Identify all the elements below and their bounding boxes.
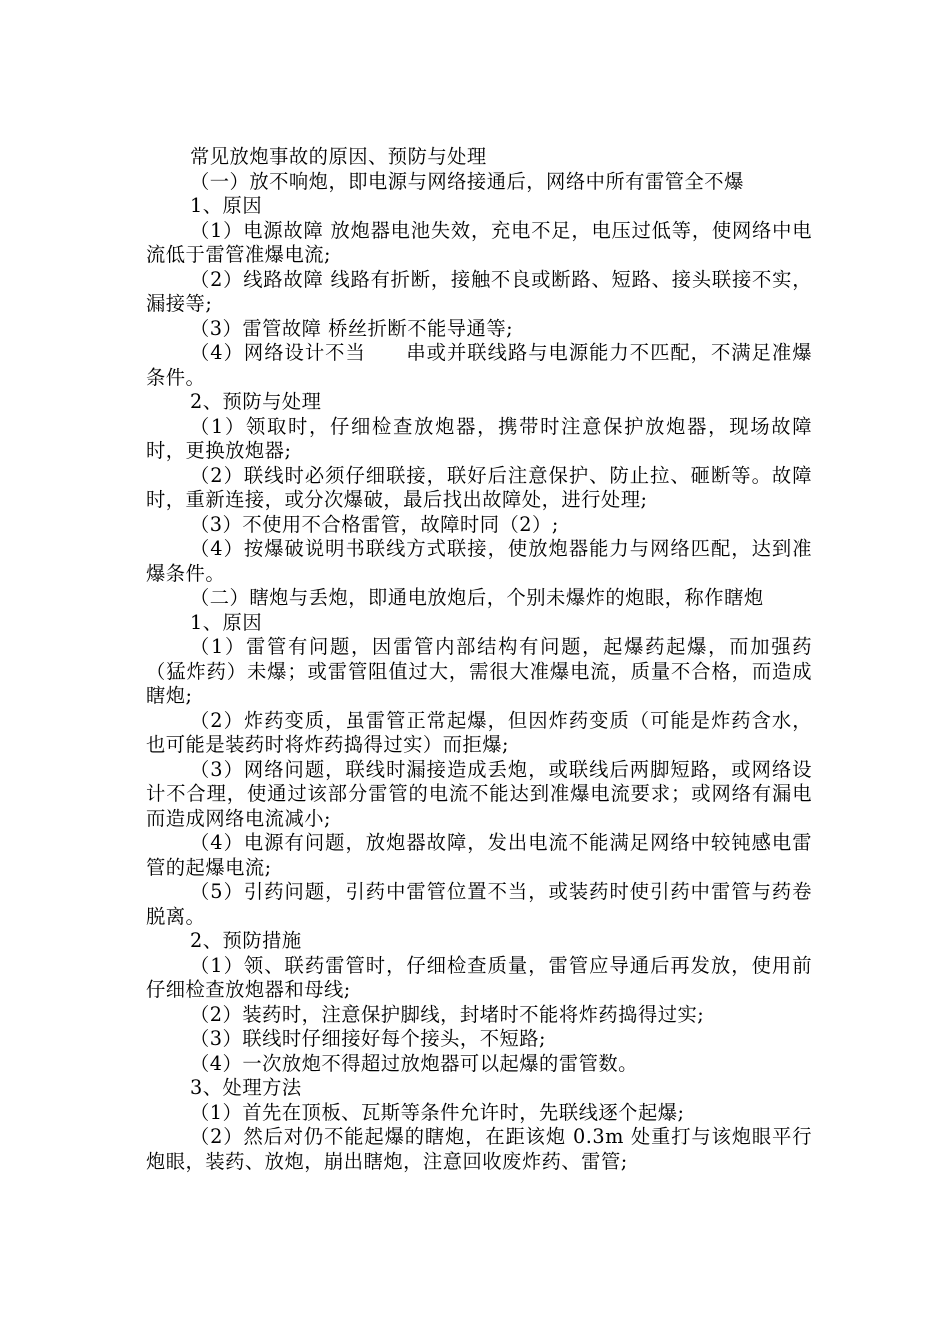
list-item: （1）领、联药雷管时，仔细检查质量，雷管应导通后再发放，使用前仔细检查放炮器和母线; <box>146 953 812 1001</box>
subsection-heading: 2、预防与处理 <box>190 390 322 413</box>
subsection-heading: 2、预防措施 <box>190 929 302 952</box>
list-item: （3）雷管故障 桥丝折断不能导通等; <box>190 316 514 340</box>
subsection-heading: 1、原因 <box>190 610 263 634</box>
list-item: （4）网络设计不当 串或并联线路与电源能力不匹配，不满足准爆条件。 <box>146 341 812 389</box>
list-item: （1）雷管有问题，因雷管内部结构有问题，起爆药起爆，而加强药（猛炸药）未爆；或雷管阻值过大，需很大准爆电流，质量不合格，而造成瞎炮; <box>146 635 812 707</box>
list-item: （4）电源有问题，放炮器故障，发出电流不能满足网络中较钝感电雷管的起爆电流; <box>146 831 812 879</box>
list-item: （2）然后对仍不能起爆的瞎炮，在距该炮 0.3m 处重打与该炮眼平行炮眼，装药、放炮，崩出瞎炮，注意回收废炸药、雷管; <box>146 1125 812 1173</box>
section-heading: （二）瞎炮与丢炮，即通电放炮后，个别未爆炸的炮眼，称作瞎炮 <box>190 586 764 609</box>
list-item: （2）联线时必须仔细联接，联好后注意保护、防止拉、砸断等。故障时，重新连接，或分次爆破，最后找出故障处，进行处理; <box>146 463 812 511</box>
list-item: （4）按爆破说明书联线方式联接，使放炮器能力与网络匹配，达到准爆条件。 <box>146 537 812 585</box>
list-item: （3）网络问题，联线时漏接造成丢炮，或联线后两脚短路，或网络设计不合理，使通过该部分雷管的电流不能达到准爆电流要求；或网络有漏电而造成网络电流减小; <box>146 757 812 830</box>
list-item: （2）线路故障 线路有折断，接触不良或断路、短路、接头联接不实，漏接等; <box>146 267 812 315</box>
document-title: 常见放炮事故的原因、预防与处理 <box>190 145 487 168</box>
list-item: （4）一次放炮不得超过放炮器可以起爆的雷管数。 <box>190 1051 638 1075</box>
list-item: （2）炸药变质，虽雷管正常起爆，但因炸药变质（可能是炸药含水，也可能是装药时将炸药捣得过实）而拒爆; <box>146 708 812 756</box>
subsection-heading: 1、原因 <box>190 194 263 217</box>
section-heading: （一）放不响炮，即电源与网络接通后，网络中所有雷管全不爆 <box>190 169 744 193</box>
list-item: （5）引药问题，引药中雷管位置不当，或装药时使引药中雷管与药卷脱离。 <box>146 880 812 928</box>
list-item: （1）首先在顶板、瓦斯等条件允许时，先联线逐个起爆; <box>190 1100 685 1124</box>
list-item: （1）领取时，仔细检查放炮器，携带时注意保护放炮器，现场故障时，更换放炮器; <box>146 414 812 462</box>
document-body <box>146 145 812 1174</box>
subsection-heading: 3、处理方法 <box>190 1076 302 1099</box>
list-item: （2）装药时，注意保护脚线，封堵时不能将炸药捣得过实; <box>190 1002 705 1026</box>
list-item: （1）电源故障 放炮器电池失效，充电不足，电压过低等，使网络中电流低于雷管准爆电流; <box>146 218 812 266</box>
list-item: （3）不使用不合格雷管，故障时同（2）; <box>190 512 559 536</box>
list-item: （3）联线时仔细接好每个接头，不短路; <box>190 1027 547 1050</box>
